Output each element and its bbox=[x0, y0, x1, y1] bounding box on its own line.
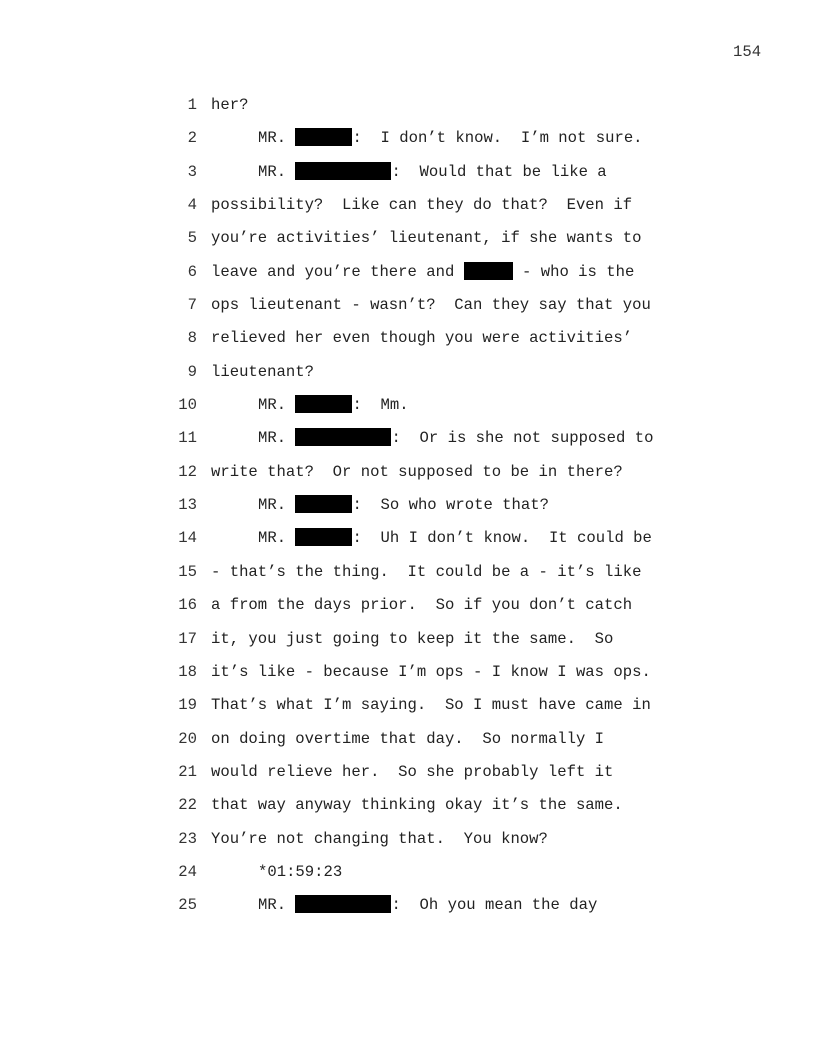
line-text bbox=[211, 428, 653, 448]
line-text: it’s like - because I’m ops - I know I was ops. bbox=[211, 662, 651, 681]
line-text: that way anyway thinking okay it’s the same. bbox=[211, 796, 623, 815]
redaction-bar bbox=[295, 128, 352, 146]
speaker-prefix: MR. bbox=[258, 429, 296, 448]
transcript-line bbox=[0, 624, 816, 657]
line-text bbox=[211, 495, 549, 515]
redaction-bar bbox=[295, 395, 352, 413]
line-text: relieved her even though you were activities’ bbox=[211, 329, 633, 348]
line-text: would relieve her. So she probably left it bbox=[211, 762, 614, 781]
speech-text: - who is the bbox=[512, 262, 635, 281]
redaction-bar bbox=[295, 528, 352, 546]
transcript-line bbox=[0, 657, 816, 690]
transcript-line bbox=[0, 457, 816, 490]
transcript-line bbox=[0, 490, 816, 523]
line-number: 21 bbox=[178, 762, 197, 781]
line-number: 24 bbox=[178, 862, 197, 881]
transcript-line bbox=[0, 590, 816, 623]
transcript-line bbox=[0, 357, 816, 390]
line-number: 6 bbox=[187, 262, 197, 281]
speaker-prefix: MR. bbox=[258, 162, 296, 181]
speaker-prefix: MR. bbox=[258, 396, 296, 415]
transcript-line bbox=[0, 423, 816, 456]
line-number: 15 bbox=[178, 562, 197, 581]
line-number: 7 bbox=[187, 296, 197, 315]
transcript-line bbox=[0, 290, 816, 323]
line-number: 4 bbox=[187, 196, 197, 215]
speech-text: leave and you’re there and bbox=[211, 262, 464, 281]
timestamp: *01:59:23 bbox=[258, 862, 343, 881]
redaction-bar bbox=[295, 428, 391, 446]
line-text: her? bbox=[211, 96, 249, 114]
line-number: 23 bbox=[178, 829, 197, 848]
line-number: 11 bbox=[178, 429, 197, 448]
transcript-line bbox=[0, 90, 816, 123]
transcript-line bbox=[0, 123, 816, 156]
line-text: on doing overtime that day. So normally I bbox=[211, 729, 605, 748]
transcript-line bbox=[0, 757, 816, 790]
transcript-line bbox=[0, 857, 816, 890]
line-text: - that’s the thing. It could be a - it’s like bbox=[211, 562, 642, 581]
line-text bbox=[211, 528, 652, 548]
speaker-prefix: MR. bbox=[258, 496, 296, 515]
line-number: 25 bbox=[178, 896, 197, 915]
speech-text: : So who wrote that? bbox=[352, 496, 549, 515]
line-number: 8 bbox=[187, 329, 197, 348]
transcript-line bbox=[0, 390, 816, 423]
speaker-prefix: MR. bbox=[258, 129, 296, 148]
transcript-line bbox=[0, 323, 816, 356]
speech-text: : Oh you mean the day bbox=[391, 896, 598, 915]
transcript-line bbox=[0, 557, 816, 590]
redaction-bar bbox=[295, 495, 352, 513]
transcript-line bbox=[0, 223, 816, 256]
line-text: it, you just going to keep it the same. So bbox=[211, 629, 614, 648]
speaker-prefix: MR. bbox=[258, 529, 296, 548]
line-number: 3 bbox=[187, 162, 197, 181]
redaction-bar bbox=[464, 262, 513, 280]
line-text bbox=[211, 128, 643, 148]
line-number: 13 bbox=[178, 496, 197, 515]
line-text bbox=[211, 895, 597, 915]
line-number: 2 bbox=[187, 129, 197, 148]
page-number: 154 bbox=[733, 43, 762, 61]
line-text: You’re not changing that. You know? bbox=[211, 829, 548, 848]
line-text bbox=[211, 162, 607, 182]
transcript-line bbox=[0, 690, 816, 723]
transcript-body bbox=[0, 90, 816, 924]
redaction-bar bbox=[295, 895, 391, 913]
line-text: write that? Or not supposed to be in there? bbox=[211, 462, 623, 481]
line-number: 5 bbox=[187, 229, 197, 248]
line-text: ops lieutenant - wasn’t? Can they say that you bbox=[211, 296, 651, 315]
line-number: 18 bbox=[178, 662, 197, 681]
transcript-line bbox=[0, 190, 816, 223]
line-text: possibility? Like can they do that? Even if bbox=[211, 196, 633, 215]
line-text: That’s what I’m saying. So I must have came in bbox=[211, 696, 651, 715]
line-number: 9 bbox=[187, 362, 197, 381]
speaker-prefix: MR. bbox=[258, 896, 296, 915]
line-number: 20 bbox=[178, 729, 197, 748]
line-text: lieutenant? bbox=[211, 362, 314, 381]
transcript-line bbox=[0, 824, 816, 857]
line-number: 1 bbox=[187, 96, 197, 114]
line-number: 19 bbox=[178, 696, 197, 715]
speech-text: : Uh I don’t know. It could be bbox=[352, 529, 652, 548]
transcript-line bbox=[0, 257, 816, 290]
line-number: 17 bbox=[178, 629, 197, 648]
transcript-line bbox=[0, 523, 816, 556]
speech-text: : Or is she not supposed to bbox=[391, 429, 654, 448]
line-number: 12 bbox=[178, 462, 197, 481]
speech-text: : I don’t know. I’m not sure. bbox=[352, 129, 643, 148]
line-number: 22 bbox=[178, 796, 197, 815]
speech-text: : Mm. bbox=[352, 396, 409, 415]
line-text bbox=[211, 395, 409, 415]
transcript-line bbox=[0, 157, 816, 190]
line-text bbox=[211, 262, 634, 282]
transcript-line bbox=[0, 890, 816, 923]
line-number: 10 bbox=[178, 396, 197, 415]
transcript-line bbox=[0, 724, 816, 757]
redaction-bar bbox=[295, 162, 391, 180]
speech-text: : Would that be like a bbox=[391, 162, 607, 181]
line-number: 14 bbox=[178, 529, 197, 548]
line-text: you’re activities’ lieutenant, if she wants to bbox=[211, 229, 642, 248]
line-text: a from the days prior. So if you don’t catch bbox=[211, 596, 633, 615]
transcript-line bbox=[0, 790, 816, 823]
line-number: 16 bbox=[178, 596, 197, 615]
